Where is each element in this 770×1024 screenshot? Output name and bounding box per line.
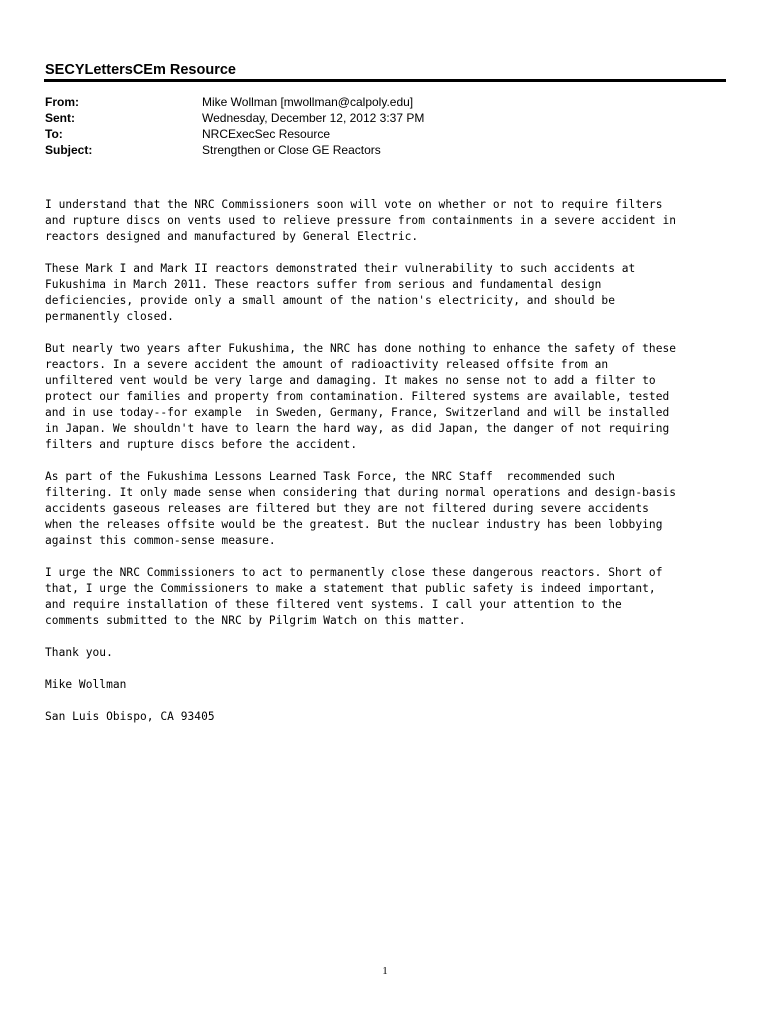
body-paragraph	[45, 469, 735, 549]
body-line: But nearly two years after Fukushima, the NRC has done nothing to enhance the safety of these	[45, 342, 677, 355]
body-line: and in use today--for example in Sweden, Germany, France, Switzerland and will be installed	[45, 406, 670, 419]
email-header	[45, 94, 424, 158]
to-label: To:	[45, 127, 63, 141]
body-line: Fukushima in March 2011. These reactors suffer from serious and fundamental design	[45, 278, 602, 291]
closing-thanks	[45, 645, 735, 661]
from-value: Mike Wollman [mwollman@calpoly.edu]	[202, 95, 414, 109]
body-line: filtering. It only made sense when considering that during normal operations and design-basis	[45, 486, 677, 499]
body-line: unfiltered vent would be very large and damaging. It makes no sense not to add a filter to	[45, 374, 656, 387]
from-label: From:	[45, 95, 79, 109]
body-line: I urge the NRC Commissioners to act to permanently close these dangerous reactors. Short of	[45, 566, 663, 579]
signature-name	[45, 677, 735, 693]
body-line: in Japan. We shouldn't have to learn the hard way, as did Japan, the danger of not requiring	[45, 422, 670, 435]
body-line: comments submitted to the NRC by Pilgrim Watch on this matter.	[45, 614, 466, 627]
sent-value: Wednesday, December 12, 2012 3:37 PM	[202, 111, 425, 125]
body-line: filters and rupture discs before the accident.	[45, 438, 358, 451]
body-line: that, I urge the Commissioners to make a statement that public safety is indeed important,	[45, 582, 656, 595]
body-paragraph	[45, 565, 735, 629]
document-title: SECYLettersCEm Resource	[45, 62, 236, 78]
to-value: NRCExecSec Resource	[202, 127, 331, 141]
header-row-subject	[45, 142, 424, 158]
body-line: Mike Wollman	[45, 678, 127, 691]
body-line: deficiencies, provide only a small amount of the nation's electricity, and should be	[45, 294, 615, 307]
body-line: reactors. In a severe accident the amount of radioactivity released offsite from an	[45, 358, 609, 371]
body-line: I understand that the NRC Commissioners soon will vote on whether or not to require filters	[45, 198, 663, 211]
body-line: These Mark I and Mark II reactors demonstrated their vulnerability to such accidents at	[45, 262, 636, 275]
email-body	[45, 197, 735, 741]
header-row-to	[45, 126, 424, 142]
page-number: 1	[382, 965, 388, 977]
sent-label: Sent:	[45, 111, 75, 125]
body-paragraph	[45, 197, 735, 245]
body-line: San Luis Obispo, CA 93405	[45, 710, 215, 723]
subject-value: Strengthen or Close GE Reactors	[202, 143, 381, 157]
signature-location	[45, 709, 735, 725]
header-row-sent	[45, 110, 424, 126]
body-line: and require installation of these filtered vent systems. I call your attention to the	[45, 598, 622, 611]
body-line: accidents gaseous releases are filtered but they are not filtered during severe accidents	[45, 502, 649, 515]
body-paragraph	[45, 261, 735, 325]
title-divider	[44, 79, 726, 82]
body-line: protect our families and property from contamination. Filtered systems are available, tested	[45, 390, 670, 403]
body-line: and rupture discs on vents used to relieve pressure from containments in a severe accident in	[45, 214, 677, 227]
body-line: reactors designed and manufactured by General Electric.	[45, 230, 419, 243]
body-line: when the releases offsite would be the greatest. But the nuclear industry has been lobbying	[45, 518, 663, 531]
body-paragraph	[45, 341, 735, 453]
body-line: As part of the Fukushima Lessons Learned Task Force, the NRC Staff recommended such	[45, 470, 615, 483]
subject-label: Subject:	[45, 143, 93, 157]
body-line: Thank you.	[45, 646, 113, 659]
body-line: permanently closed.	[45, 310, 174, 323]
header-row-from	[45, 94, 424, 110]
body-line: against this common-sense measure.	[45, 534, 276, 547]
